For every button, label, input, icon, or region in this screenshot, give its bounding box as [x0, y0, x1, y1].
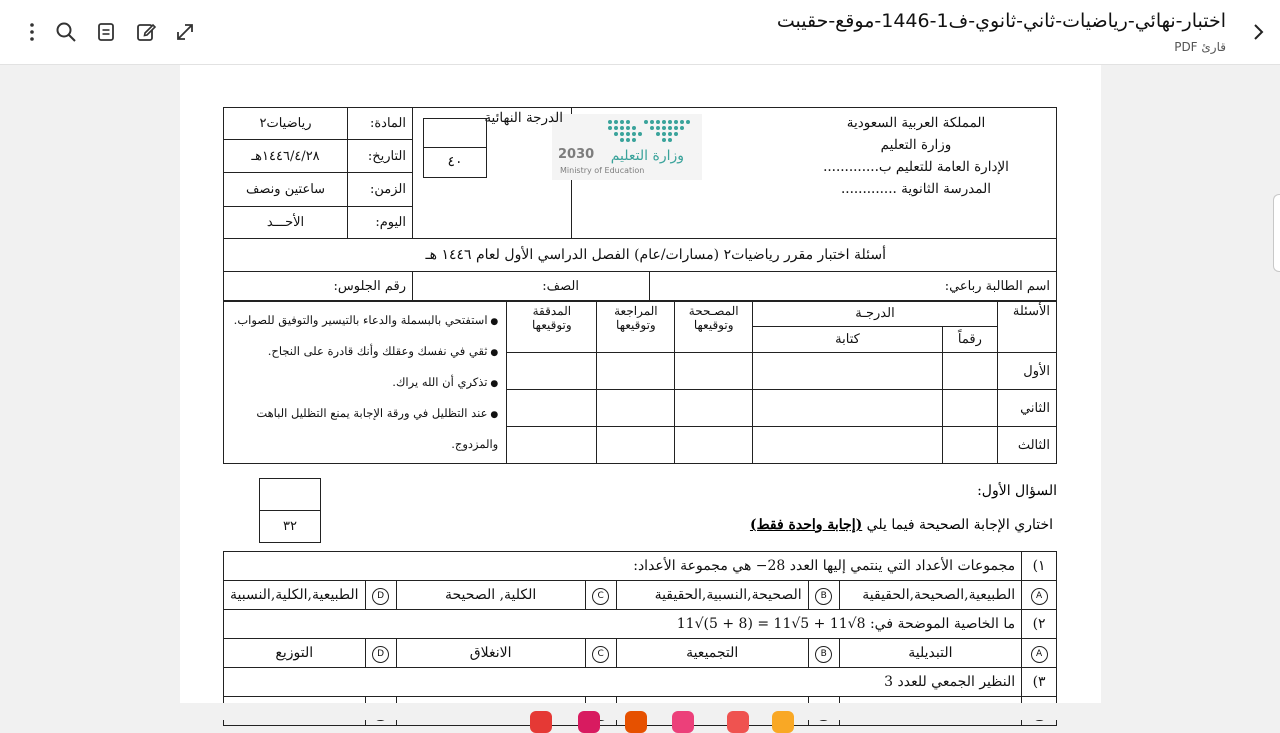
day-value: الأحـــد: [224, 206, 348, 238]
more-options-icon[interactable]: [20, 20, 44, 44]
school-info-cell: [727, 108, 1056, 239]
ministry-logo: [552, 114, 702, 180]
tips-list: [224, 306, 506, 459]
admin-label: الإدارة العامة للتعليم ب.............: [823, 159, 1009, 175]
option-a-text: التبديلية: [839, 639, 1021, 668]
question-1-title: السؤال الأول:: [977, 483, 1057, 499]
date-label: التاريخ:: [348, 140, 413, 173]
logo-arabic-text: وزارة التعليم: [610, 148, 684, 164]
mcq-table: [223, 551, 1057, 726]
tip-item: ● استفتحي بالبسملة والدعاء بالتيسير والتوفيق للصواب.: [224, 306, 498, 337]
ministry-label: وزارة التعليم: [880, 137, 952, 153]
edit-icon[interactable]: [134, 20, 158, 44]
subject-label: المادة:: [348, 108, 413, 140]
question-text: ما الخاصية الموضحة في: 8√11 + 5√11 = (8 + 5)√11: [224, 610, 1022, 639]
final-grade-box: [423, 118, 487, 178]
exam-header-table: [223, 107, 1057, 301]
scroll-handle[interactable]: [1273, 194, 1280, 272]
written-label: كتابة: [753, 326, 943, 353]
subject-value: رياضيات٢: [224, 108, 348, 140]
dock-app-icon[interactable]: [530, 711, 552, 733]
document-subtitle: قارئ PDF: [1174, 40, 1226, 54]
document-title: اختبار-نهائي-رياضيات-ثاني-ثانوي-ف1-1446-موقع-حقيبت: [776, 10, 1226, 32]
questions-label: الأسئلة: [997, 302, 1056, 353]
row-first: الأول: [997, 353, 1056, 390]
option-c-circle[interactable]: C: [585, 581, 616, 610]
question-1-score-box: [259, 478, 321, 543]
seat-label: رقم الجلوس:: [224, 272, 413, 301]
final-grade-label: الدرجة النهائية: [484, 110, 563, 126]
final-grade-value: ٤٠: [447, 154, 463, 170]
option-a-text: الطبيعية,الصحيحة,الحقيقية: [839, 581, 1021, 610]
auditor-label: المدققة وتوقيعها: [507, 302, 597, 353]
dock-app-icon[interactable]: [772, 711, 794, 733]
tip-item: ● تذكري أن الله يراك.: [224, 368, 498, 399]
day-label: اليوم:: [348, 206, 413, 238]
option-b-text: التجميعية: [616, 639, 808, 668]
question-1-score: ٣٢: [260, 511, 321, 543]
question-number: ٣): [1022, 668, 1057, 697]
exam-meta-cell: [224, 108, 413, 239]
question-text: مجموعات الأعداد التي ينتمي إليها العدد 28− هي مجموعة الأعداد:: [224, 552, 1022, 581]
school-label: المدرسة الثانوية .............: [841, 181, 991, 197]
option-a-circle[interactable]: A: [1022, 639, 1057, 668]
option-d-text: الطبيعية,الكلية,النسبية: [224, 581, 366, 610]
logo-vision-text: 2030: [558, 147, 595, 162]
corrector-label: المصـححة وتوقيعها: [675, 302, 753, 353]
option-c-text: الانغلاق: [396, 639, 585, 668]
time-label: الزمن:: [348, 173, 413, 206]
option-c-text: الكلية, الصحيحة: [396, 581, 585, 610]
grades-table: [223, 301, 1057, 464]
option-d-circle[interactable]: D: [365, 581, 396, 610]
dock-app-icon[interactable]: [727, 711, 749, 733]
student-name-label: اسم الطالبة رباعي:: [649, 272, 1056, 301]
grade-label: الدرجـة: [753, 302, 998, 327]
class-label: الصف:: [413, 272, 650, 301]
option-b-circle[interactable]: B: [808, 639, 839, 668]
question-number: ١): [1022, 552, 1057, 581]
exam-title: أسئلة اختبار مقرر رياضيات٢ (مسارات/عام) الفصل الدراسي الأول لعام ١٤٤٦ هـ: [224, 239, 1057, 272]
option-d-circle[interactable]: D: [365, 639, 396, 668]
row-third: الثالث: [997, 427, 1056, 464]
tip-item: ● ثقي في نفسك وعقلك وأنك قادرة على النجاح.: [224, 337, 498, 368]
tip-item: ● عند التظليل في ورقة الإجابة يمنع التظليل الباهت والمزدوج.: [224, 399, 498, 459]
app-bar: [0, 0, 1280, 65]
search-icon[interactable]: [54, 20, 78, 44]
tips-cell: [224, 302, 507, 464]
kingdom-label: المملكة العربية السعودية: [846, 115, 986, 131]
option-a-circle[interactable]: A: [1022, 581, 1057, 610]
row-second: الثاني: [997, 390, 1056, 427]
instruction-emphasis: (إجابة واحدة فقط): [749, 517, 863, 533]
chevron-right-icon[interactable]: [1246, 20, 1270, 44]
expand-icon[interactable]: [173, 20, 197, 44]
reviewer-label: المراجعة وتوقيعها: [597, 302, 675, 353]
question-text: النظير الجمعي للعدد 3: [224, 668, 1022, 697]
option-c-circle[interactable]: C: [585, 639, 616, 668]
dock-app-icon[interactable]: [578, 711, 600, 733]
option-b-text: الصحيحة,النسبية,الحقيقية: [616, 581, 808, 610]
logo-cell: [558, 108, 728, 239]
time-value: ساعتين ونصف: [224, 173, 348, 206]
document-outline-icon[interactable]: [94, 20, 118, 44]
instruction-text: اختاري الإجابة الصحيحة فيما يلي: [862, 517, 1053, 533]
dock-app-icon[interactable]: [625, 711, 647, 733]
question-number: ٢): [1022, 610, 1057, 639]
final-grade-cell: [413, 108, 572, 239]
pdf-page[interactable]: [180, 65, 1101, 705]
question-1-instruction: [750, 517, 1053, 533]
dock-app-icon[interactable]: [672, 711, 694, 733]
logo-english-text: Ministry of Education: [560, 166, 645, 175]
numeric-label: رقماً: [942, 326, 997, 353]
option-b-circle[interactable]: B: [808, 581, 839, 610]
date-value: ١٤٤٦/٤/٢٨هـ: [224, 140, 348, 173]
option-d-text: التوزيع: [224, 639, 366, 668]
